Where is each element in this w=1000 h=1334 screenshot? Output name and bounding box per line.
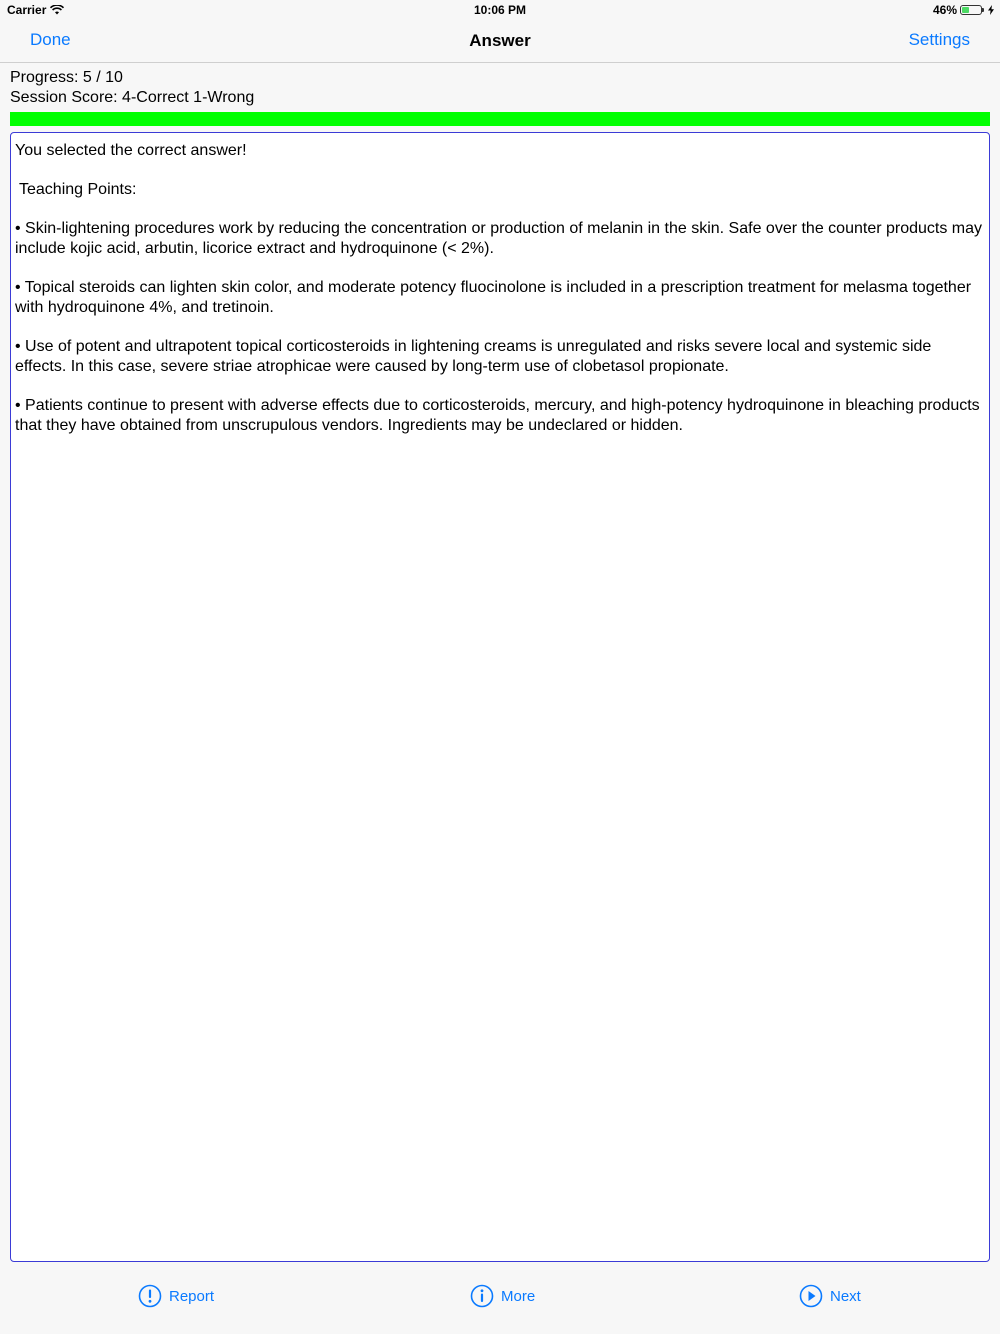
teaching-point: • Use of potent and ultrapotent topical corticosteroids in lightening creams is unregulated and risks severe local and systemic side effects. In this case, severe striae atrophicae were caused by long-term use of clobetasol propionate. — [15, 338, 932, 375]
battery-icon — [960, 5, 982, 15]
status-time: 10:06 PM — [473, 3, 527, 17]
bottom-toolbar — [0, 1262, 1000, 1334]
more-label: More — [501, 1287, 536, 1305]
next-label: Next — [830, 1287, 861, 1305]
teaching-point: • Patients continue to present with adverse effects due to corticosteroids, mercury, and high-potency hydroquinone in bleaching products that they have obtained from unscrupulous vendors. Ingredients may be undeclared or hidden. — [15, 397, 980, 434]
settings-button[interactable]: Settings — [908, 30, 970, 49]
progress-bar-fill — [10, 112, 990, 126]
progress-bar — [10, 112, 990, 126]
more-button[interactable] — [470, 1284, 535, 1308]
info-circle-icon — [470, 1284, 494, 1308]
battery-group — [933, 3, 994, 17]
report-button[interactable] — [138, 1284, 214, 1308]
next-button[interactable] — [799, 1284, 861, 1308]
battery-level-fill — [962, 7, 969, 13]
play-circle-icon — [799, 1284, 823, 1308]
done-button[interactable]: Done — [30, 30, 71, 49]
navigation-bar — [0, 22, 1000, 63]
charging-bolt-icon — [988, 5, 994, 15]
progress-info — [10, 68, 254, 108]
battery-percent: 46% — [932, 3, 957, 17]
status-bar — [0, 0, 1000, 22]
answer-result: You selected the correct answer! — [15, 142, 247, 159]
teaching-point: • Skin-lightening procedures work by reducing the concentration or production of melanin in the skin. Safe over the counter products may include kojic acid, arbutin, licorice extract and hydroquinone (< 2%). — [15, 220, 983, 257]
teaching-point: • Topical steroids can lighten skin color, and moderate potency fluocinolone is included in a prescription treatment for melasma together with hydroquinone 4%, and tretinoin. — [15, 279, 972, 316]
answer-text-view[interactable] — [10, 132, 990, 1262]
carrier-label: Carrier — [7, 3, 47, 17]
report-label: Report — [169, 1287, 215, 1305]
teaching-points-heading: Teaching Points: — [19, 181, 137, 198]
page-title: Answer — [469, 31, 531, 50]
progress-text: Progress: 5 / 10 — [10, 69, 123, 86]
exclamation-circle-icon — [138, 1284, 162, 1308]
session-score-text: Session Score: 4-Correct 1-Wrong — [10, 89, 255, 106]
